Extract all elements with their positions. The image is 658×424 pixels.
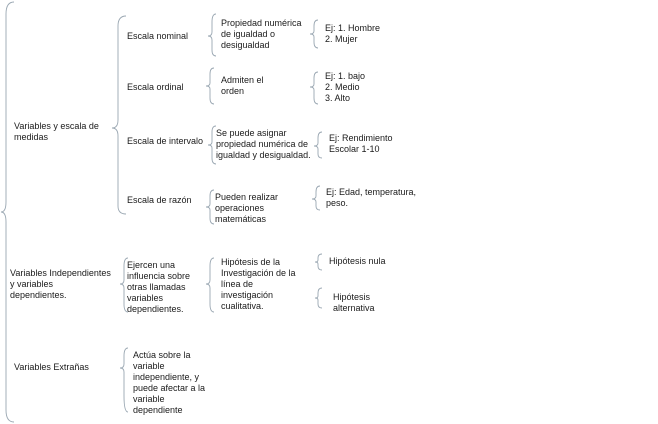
escala-ordinal-label: Escala ordinal — [127, 82, 184, 92]
escala-ordinal-example: Ej: 1. bajo 2. Medio 3. Alto — [325, 71, 366, 103]
escala-ordinal-desc: Admiten el orden — [221, 75, 264, 96]
nominal-ex-bracket — [310, 20, 318, 48]
escala-razon-example: Ej: Edad, temperatura, peso. — [326, 187, 417, 208]
escala-nominal-desc: Propiedad numérica de igualdad o desigualdad — [221, 18, 302, 50]
independientes-hypothesis: Hipótesis de la Investigación de la línea de investigación cualitativa. — [221, 257, 296, 311]
escalas-label: Variables y escala de medidas — [14, 121, 99, 142]
extranas-desc: Actúa sobre la variable independiente, y puede afectar a la variable dependiente — [133, 350, 206, 415]
h-null-bracket — [315, 254, 322, 270]
intervalo-ex-bracket — [314, 132, 322, 158]
escala-nominal-label: Escala nominal — [127, 31, 189, 41]
extranas-label: Variables Extrañas — [14, 362, 89, 372]
root-bracket — [1, 2, 14, 422]
intervalo-desc-bracket — [208, 126, 216, 164]
nominal-desc-bracket — [208, 14, 216, 56]
extranas-desc-bracket — [120, 348, 128, 412]
escala-razon-desc: Pueden realizar operaciones matemáticas — [215, 192, 279, 224]
escalas-bracket — [112, 16, 126, 214]
escala-razon-label: Escala de razón — [127, 195, 192, 205]
escala-intervalo-example: Ej: Rendimiento Escolar 1-10 — [329, 133, 393, 154]
independientes-desc: Ejercen una influencia sobre otras llamadas variables dependientes. — [127, 260, 191, 314]
escala-nominal-example: Ej: 1. Hombre 2. Mujer — [325, 23, 381, 44]
escala-intervalo-label: Escala de intervalo — [127, 136, 204, 146]
ordinal-ex-bracket — [310, 72, 318, 104]
hipotesis-nula: Hipótesis nula — [329, 256, 386, 266]
indep-hyp-bracket — [206, 258, 214, 312]
razon-desc-bracket — [206, 190, 214, 224]
independientes-label: Variables Independientes y variables dependientes. — [10, 268, 111, 300]
h-alt-bracket — [315, 288, 322, 308]
escala-intervalo-desc: Se puede asignar propiedad numérica de igualdad y desigualdad. — [216, 128, 311, 160]
ordinal-desc-bracket — [206, 68, 214, 104]
hipotesis-alternativa: Hipótesis alternativa — [333, 292, 375, 313]
razon-ex-bracket — [312, 186, 320, 210]
